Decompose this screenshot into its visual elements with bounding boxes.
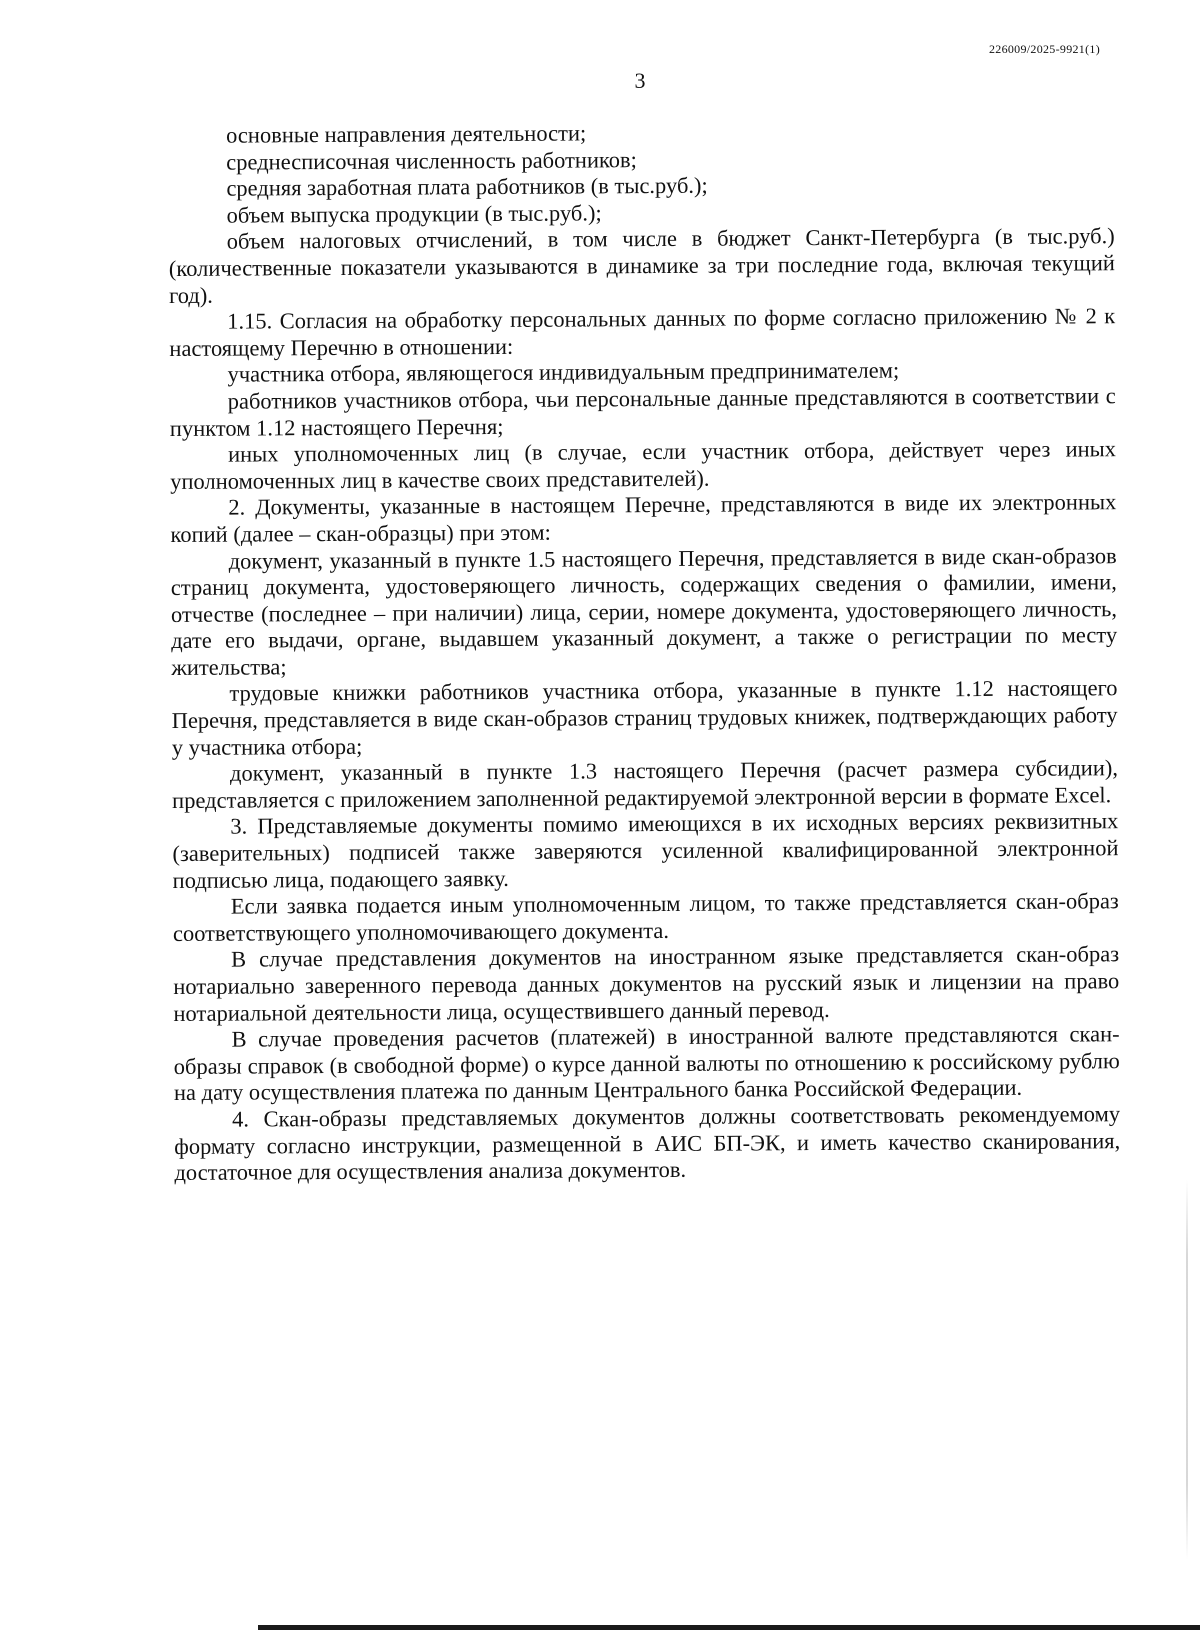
document-body bbox=[168, 117, 1120, 1187]
paragraph-3-electronic-signature: 3. Представляемые документы помимо имеющихся в их исходных версиях реквизитных (заверительных) подписей также заверяются усиленной квалифицированной электронной подписью лица, подающего заявку. bbox=[172, 808, 1119, 893]
document-registration-number: 226009/2025-9921(1) bbox=[988, 42, 1100, 56]
paragraph-production-volume: объем выпуска продукции (в тыс.руб.); bbox=[226, 200, 602, 228]
scan-bottom-edge bbox=[258, 1625, 1200, 1630]
paragraph-foreign-currency: В случае проведения расчетов (платежей) в иностранной валюте представляются скан-образы справок (в свободной форме) о курсе данной валюты по отношению к российскому рублю на дату осуществления платежа по данным Центрального банка Российской Федерации. bbox=[173, 1021, 1120, 1106]
paragraph-average-headcount: среднесписочная численность работников; bbox=[226, 146, 637, 175]
paragraph-authorizing-document: Если заявка подается иным уполномоченным лицом, то также представляется скан-образ соответствующего уполномочивающего документа. bbox=[172, 888, 1119, 946]
paragraph-individual-entrepreneur: участника отбора, являющегося индивидуальным предпринимателем; bbox=[227, 357, 900, 387]
paragraph-main-activities: основные направления деятельности; bbox=[225, 120, 587, 148]
paragraph-average-salary: средняя заработная плата работников (в тыс.руб.); bbox=[226, 172, 708, 201]
paragraph-foreign-language: В случае представления документов на иностранном языке представляется скан-образ нотариально заверенного перевода данных документов на русский язык и лицензии на право нотариальной деятельности лица, осуществившего данный перевод. bbox=[173, 941, 1120, 1026]
paragraph-4-scan-format: 4. Скан-образы представляемых документов должны соответствовать рекомендуемому формату согласно инструкции, размещенной в АИС БП-ЭК, и иметь качество сканирования, достаточное для осуществления анализа документов. bbox=[174, 1101, 1121, 1186]
page-number: 3 bbox=[634, 68, 646, 93]
paragraph-identity-document: документ, указанный в пункте 1.5 настоящего Перечня, представляется в виде скан-образов страниц документа, удостоверяющего личность, содержащих сведения о фамилии, имени, отчестве (последнее – при наличии) лица, серии, номере документа, удостоверяющего личность, дате его выдачи, органе, выдавшем указанный документ, а также о регистрации по месту жительства; bbox=[170, 542, 1118, 680]
paragraph-employees: работников участников отбора, чьи персональные данные представляются в соответствии с пунктом 1.12 настоящего Перечня; bbox=[169, 383, 1116, 441]
paragraph-work-records: трудовые книжки работников участника отбора, указанные в пункте 1.12 настоящего Перечня, представляется в виде скан-образов страниц трудовых книжек, подтверждающих работу у участника отбора; bbox=[171, 675, 1118, 760]
paragraph-subsidy-calculation: документ, указанный в пункте 1.3 настоящего Перечня (расчет размера субсидии), представляется с приложением заполненной редактируемой электронной версии в формате Excel. bbox=[172, 755, 1119, 813]
paragraph-2-electronic-copies: 2. Документы, указанные в настоящем Перечне, представляются в виде их электронных копий (далее – скан-образцы) при этом: bbox=[170, 489, 1117, 547]
paragraph-authorized-persons: иных уполномоченных лиц (в случае, если участник отбора, действует через иных уполномоченных лиц в качестве своих представителей). bbox=[170, 436, 1117, 494]
paragraph-1-15-consents: 1.15. Согласия на обработку персональных данных по форме согласно приложению № 2 к настоящему Перечню в отношении: bbox=[169, 303, 1116, 361]
paragraph-tax-deductions: объем налоговых отчислений, в том числе в бюджет Санкт-Петербурга (в тыс.руб.) (количественные показатели указываются в динамике за три последние года, включая текущий год). bbox=[168, 223, 1115, 308]
scan-edge-artifact bbox=[1186, 1180, 1188, 1560]
